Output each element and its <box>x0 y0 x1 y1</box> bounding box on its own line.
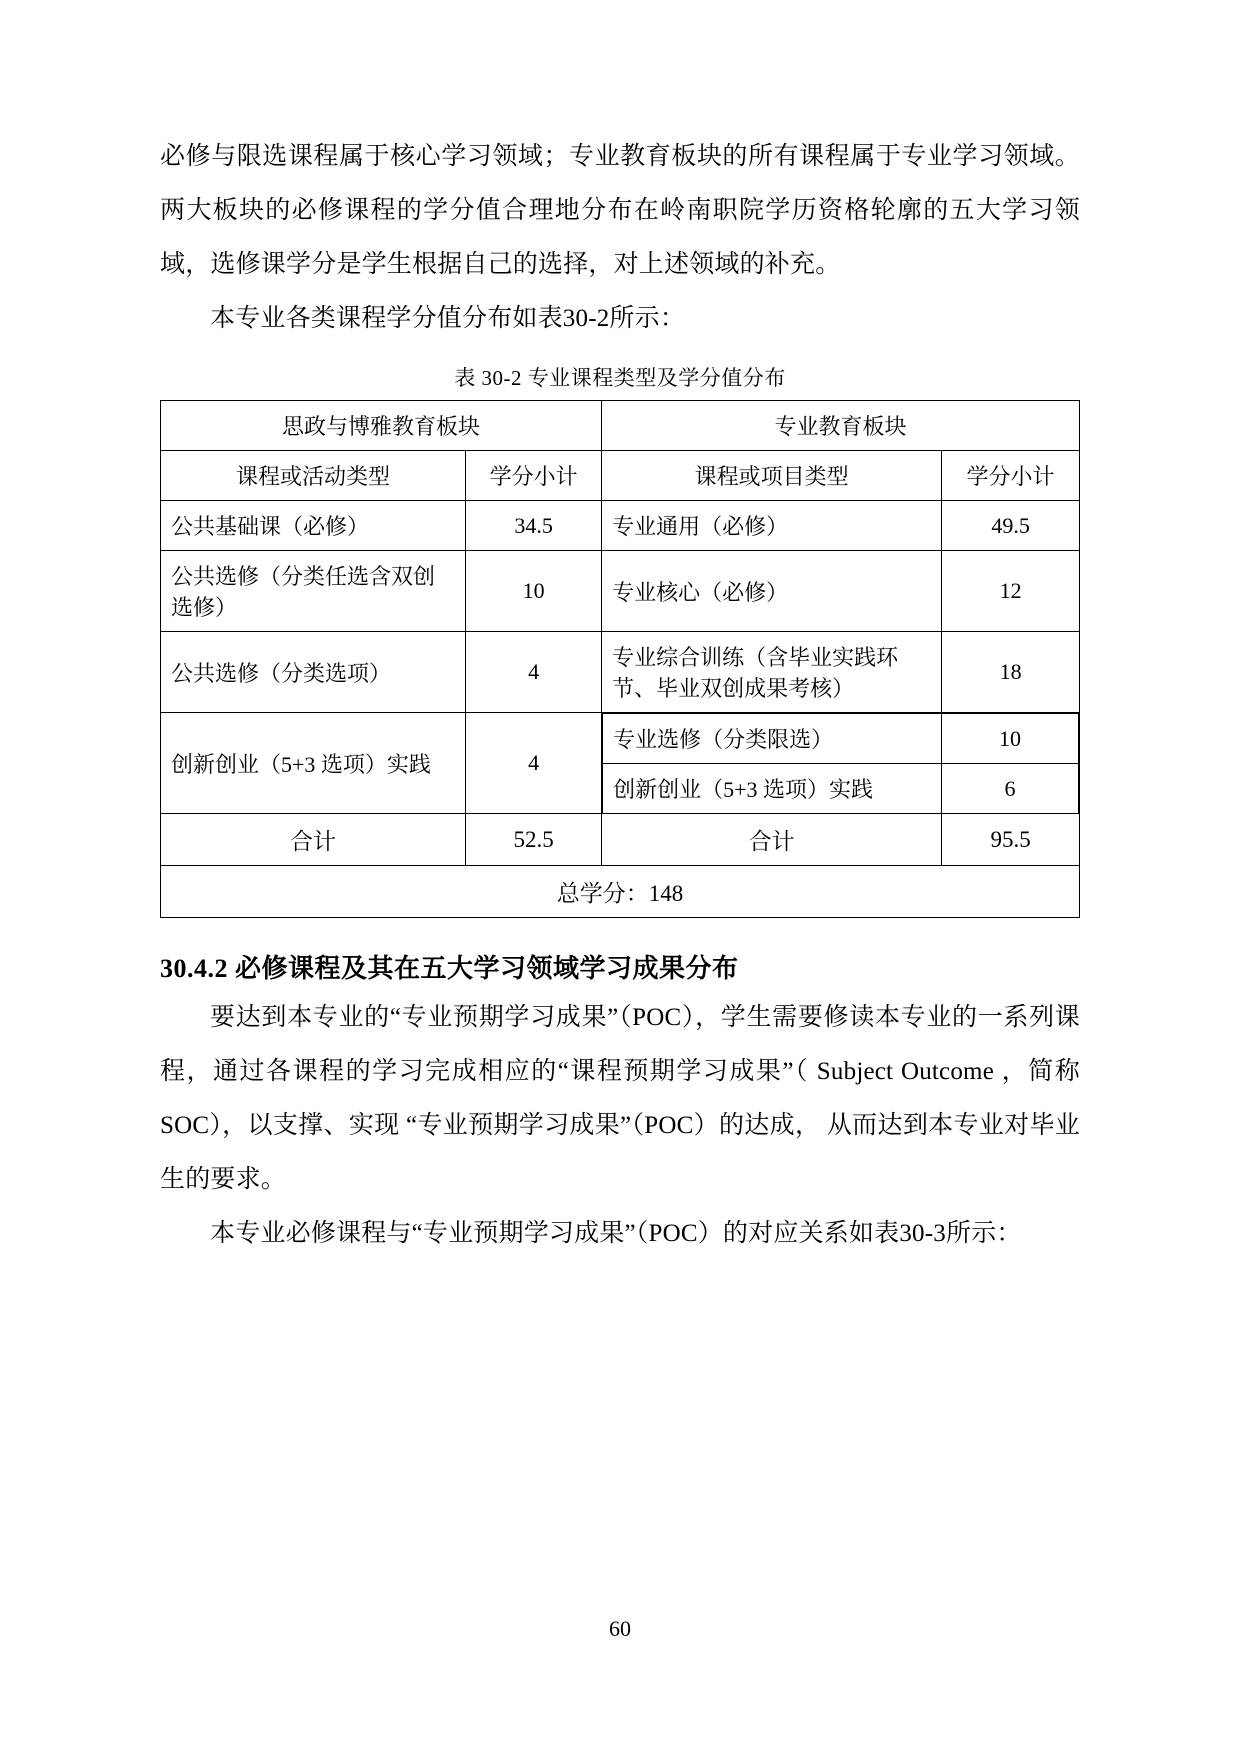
table-row <box>161 501 1080 551</box>
paragraph-1: 必修与限选课程属于核心学习领域；专业教育板块的所有课程属于专业学习领域。两大板块的必修课程的学分值合理地分布在岭南职院学历资格轮廓的五大学习领域，选修课学分是学生根据自己的选择，对上述领域的补充。 <box>160 143 1080 278</box>
sub-table-right <box>602 713 1079 813</box>
cell-left-credit-0: 34.5 <box>466 501 602 551</box>
cell-left-type-3: 创新创业（5+3 选项）实践 <box>161 713 466 814</box>
table-caption: 表 30-2 专业课程类型及学分值分布 <box>454 366 786 390</box>
paragraph-4: 本专业必修课程与“专业预期学习成果”（POC）的对应关系如表30-3所示： <box>210 1220 1022 1247</box>
table-row-column-headers <box>161 451 1080 501</box>
total-left-label: 合计 <box>161 814 466 866</box>
cell-left-credit-3: 4 <box>466 713 602 814</box>
cell-right-credit-2: 18 <box>942 632 1080 713</box>
total-left-value: 52.5 <box>466 814 602 866</box>
total-right-label: 合计 <box>602 814 942 866</box>
column-header-right-credit: 学分小计 <box>942 451 1080 501</box>
table-row <box>603 764 1079 814</box>
cell-left-type-0: 公共基础课（必修） <box>161 501 466 551</box>
cell-right-credit-0: 49.5 <box>942 501 1080 551</box>
cell-right-credit-3: 10 <box>941 714 1078 764</box>
table-row-grand-total <box>161 866 1080 918</box>
table-row <box>603 714 1079 764</box>
cell-right-type-1: 专业核心（必修） <box>602 551 942 632</box>
cell-left-credit-2: 4 <box>466 632 602 713</box>
cell-right-type-3: 专业选修（分类限选） <box>603 714 942 764</box>
table-row-totals <box>161 814 1080 866</box>
cell-right-type-4: 创新创业（5+3 选项）实践 <box>603 764 942 814</box>
column-header-left-type: 课程或活动类型 <box>161 451 466 501</box>
column-header-left-credit: 学分小计 <box>466 451 602 501</box>
grand-total: 总学分：148 <box>161 866 1080 918</box>
table-row-block-headers <box>161 401 1080 451</box>
page-number: 60 <box>609 1616 631 1641</box>
nested-right-rows <box>602 713 1080 814</box>
cell-right-credit-1: 12 <box>942 551 1080 632</box>
block-header-left: 思政与博雅教育板块 <box>161 401 602 451</box>
table-row <box>161 713 1080 814</box>
column-header-right-type: 课程或项目类型 <box>602 451 942 501</box>
paragraph-2: 本专业各类课程学分值分布如表30-2所示： <box>210 305 686 332</box>
total-right-value: 95.5 <box>942 814 1080 866</box>
cell-left-credit-1: 10 <box>466 551 602 632</box>
cell-left-type-2: 公共选修（分类选项） <box>161 632 466 713</box>
block-header-right: 专业教育板块 <box>602 401 1080 451</box>
credits-table <box>160 400 1080 918</box>
section-heading: 30.4.2 必修课程及其在五大学习领域学习成果分布 <box>160 954 739 983</box>
cell-left-type-1: 公共选修（分类任选含双创选修） <box>161 551 466 632</box>
cell-right-credit-4: 6 <box>941 764 1078 814</box>
table-row <box>161 632 1080 713</box>
cell-right-type-0: 专业通用（必修） <box>602 501 942 551</box>
cell-right-type-2: 专业综合训练（含毕业实践环节、毕业双创成果考核） <box>602 632 942 713</box>
paragraph-3: 要达到本专业的“专业预期学习成果”（POC），学生需要修读本专业的一系列课程，通过各课程的学习完成相应的“课程预期学习成果”（ Subject Outcome ，简称SOC），以支撑、实现 “专业预期学习成果”（POC）的达成， 从而达到本专业对毕业生的要求。 <box>160 1004 1080 1193</box>
table-row <box>161 551 1080 632</box>
